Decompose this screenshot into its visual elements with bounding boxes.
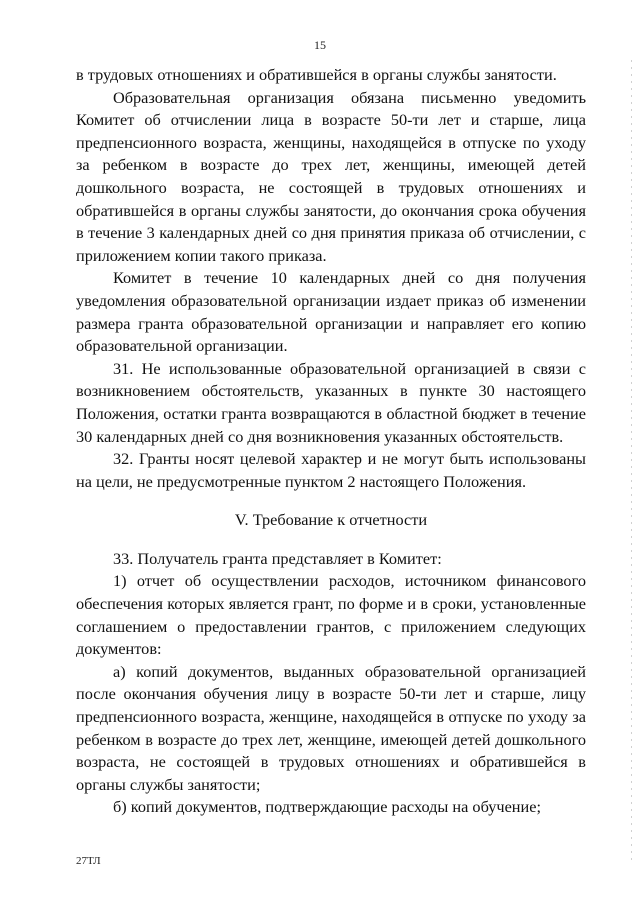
page-number: 15 — [314, 38, 326, 52]
scan-edge-artifact — [631, 60, 632, 860]
paragraph-continuation: в трудовых отношениях и обратившейся в органы службы занятости. — [76, 65, 557, 84]
paragraph-32: 32. Гранты носят целевой характер и не могут быть использованы на цели, не предусмотренные пунктом 2 настоящего Положения. — [76, 449, 586, 491]
paragraph-31: 31. Не использованные образовательной организацией в связи с возникновением обстоятельств, указанных в пункте 30 настоящего Положения, остатки гранта возвращаются в областной бюджет в течение 30 календарных дней со дня возникновения указанных обстоятельств. — [76, 358, 586, 446]
paragraph-33: 33. Получатель гранта представляет в Комитет: — [113, 548, 442, 568]
section-heading: V. Требование к отчетности — [234, 510, 428, 530]
paragraph-notification: Образовательная организация обязана письменно уведомить Комитет об отчислении лица в возрасте 50-ти лет и старше, лица предпенсионного возраста, женщины, находящейся в отпуске по уходу за ребенком в возрасте до трех лет, женщины, имеющей детей дошкольного возраста, не состоящей в трудовых отношениях и обратившейся в органы службы занятости, до окончания срока обучения в течение 3 календарных дней со дня принятия приказа об отчислении, с приложением копии такого приказа. — [76, 87, 586, 265]
paragraph-33-1: 1) отчет об осуществлении расходов, источником финансового обеспечения которых является грант, по форме и в сроки, установленные соглашением о предоставлении грантов, с приложением следующих документов: — [76, 571, 586, 659]
footer-code: 27ТЛ — [76, 855, 101, 867]
paragraph-committee: Комитет в течение 10 календарных дней со дня получения уведомления образовательной организации издает приказ об изменении размера гранта образовательной организации и направляет его копию образовательной организации. — [76, 268, 586, 356]
paragraph-33-1-a: а) копий документов, выданных образовательной организацией после окончания обучения лицу в возрасте 50-ти лет и старше, лицу предпенсионного возраста, женщине, находящейся в отпуске по уходу за ребенком в возрасте до трех лет, женщине, имеющей детей дошкольного возраста, не состоящей в трудовых отношениях и обратившейся в органы службы занятости; — [76, 661, 586, 794]
document-body — [76, 64, 586, 819]
paragraph-33-1-b: б) копий документов, подтверждающие расходы на обучение; — [113, 797, 541, 817]
